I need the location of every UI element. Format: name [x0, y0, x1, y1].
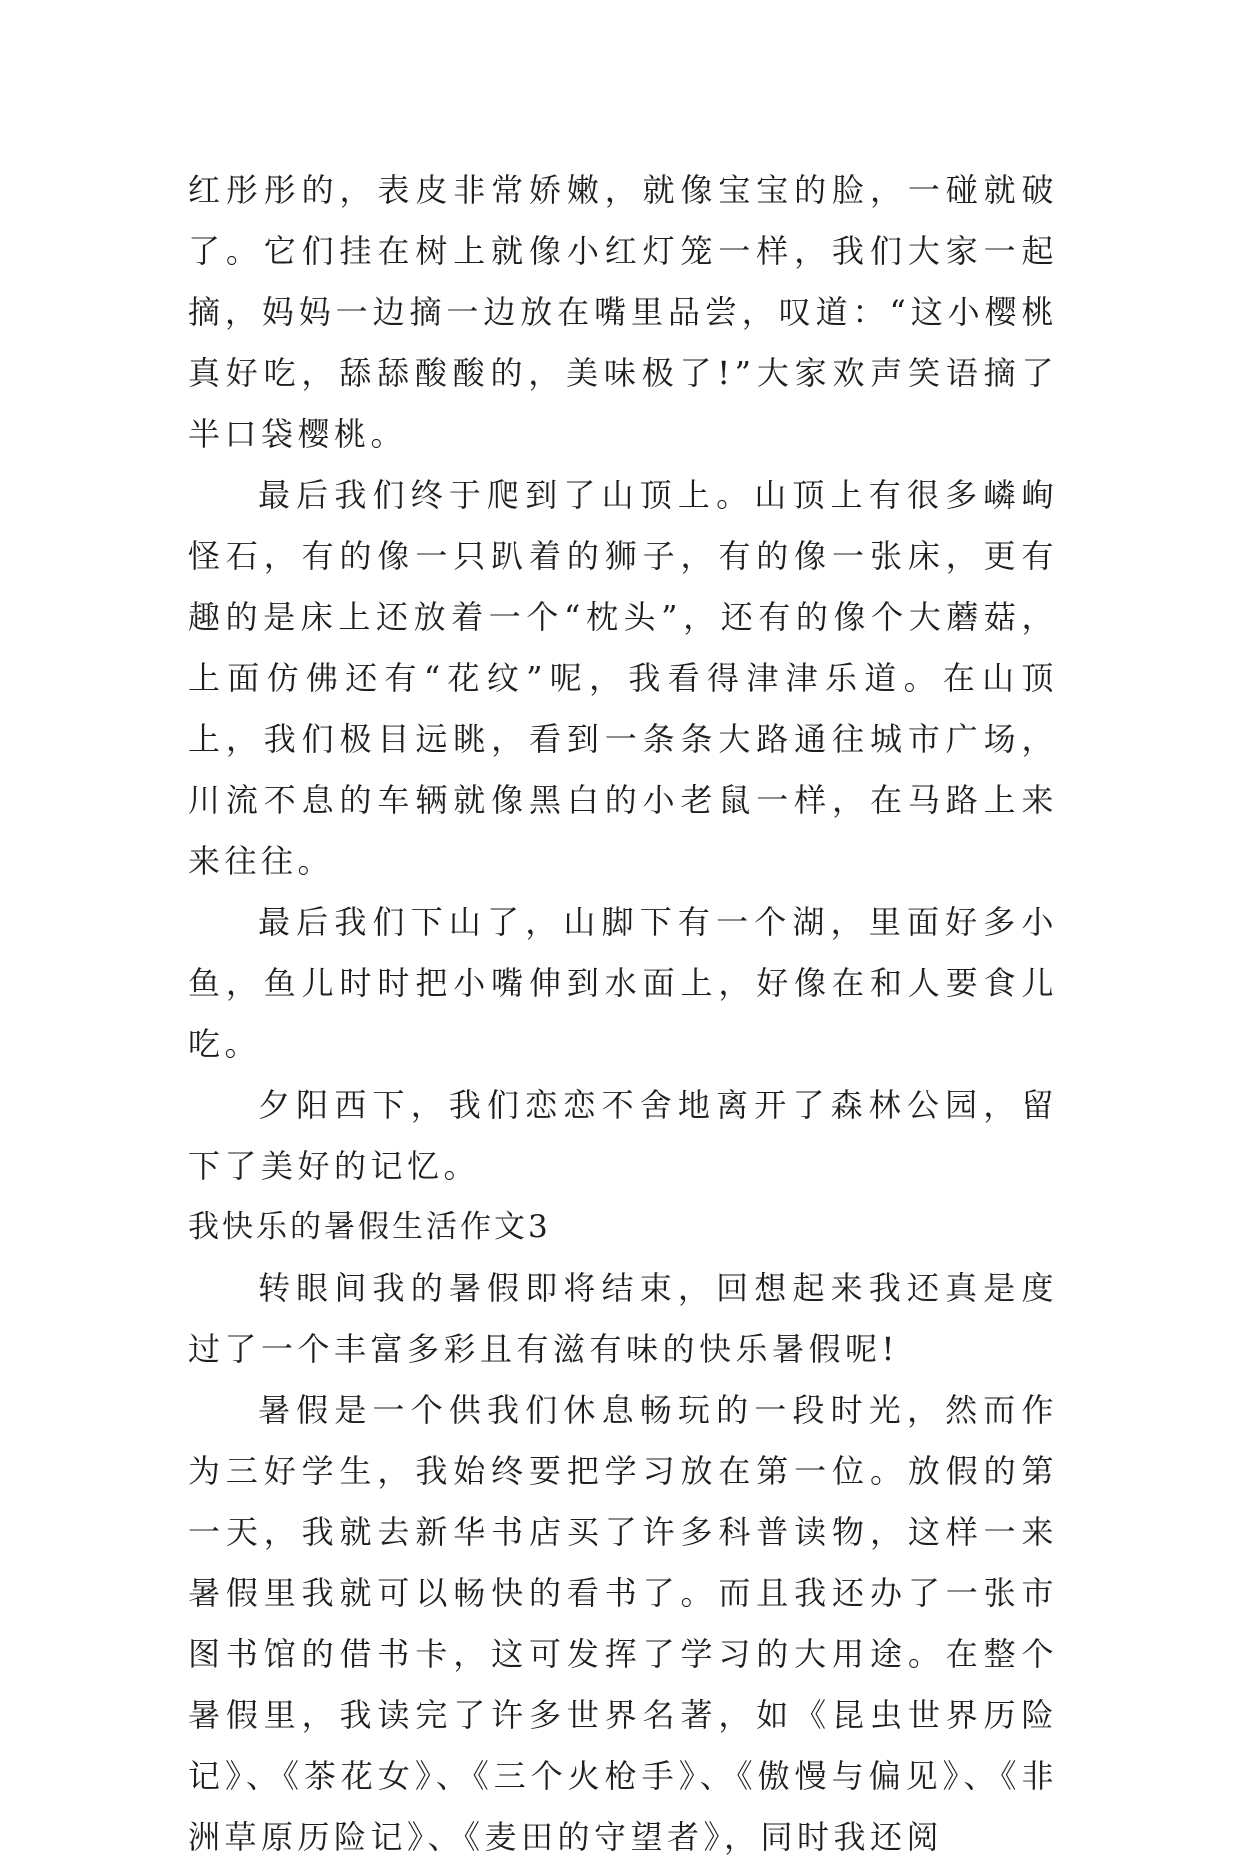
essay-heading: 我快乐的暑假生活作文3 — [188, 1209, 551, 1245]
paragraph-reading: 暑假是一个供我们休息畅玩的一段时光，然而作为三好学生，我始终要把学习放在第一位。放假的第一天，我就去新华书店买了许多科普读物，这样一来暑假里我就可以畅快的看书了。而且我还办了一张市图书馆的借书卡，这可发挥了学习的大用途。在整个暑假里，我读完了许多世界名著，如《昆虫世界历险记》、《茶花女》、《三个火枪手》、《傲慢与偏见》、《非洲草原历险记》、《麦田的守望者》，同时我还阅 — [188, 1391, 1058, 1856]
paragraph-cherry-picking: 红彤彤的，表皮非常娇嫩，就像宝宝的脸，一碰就破了。它们挂在树上就像小红灯笼一样，我们大家一起摘，妈妈一边摘一边放在嘴里品尝，叹道：“这小樱桃真好吃，舔舔酸酸的，美味极了!”大家欢声笑语摘了半口袋樱桃。 — [188, 171, 1058, 453]
paragraph-summer-ending: 转眼间我的暑假即将结束，回想起来我还真是度过了一个丰富多彩且有滋有味的快乐暑假呢! — [188, 1269, 1058, 1368]
document-body — [188, 160, 1058, 1868]
paragraph-sunset: 夕阳西下，我们恋恋不舍地离开了森林公园，留下了美好的记忆。 — [188, 1086, 1058, 1185]
paragraph-mountain-top: 最后我们终于爬到了山顶上。山顶上有很多嶙峋怪石，有的像一只趴着的狮子，有的像一张床，更有趣的是床上还放着一个“枕头”，还有的像个大蘑菇，上面仿佛还有“花纹”呢，我看得津津乐道。在山顶上，我们极目远眺，看到一条条大路通往城市广场，川流不息的车辆就像黑白的小老鼠一样，在马路上来来往往。 — [188, 476, 1058, 880]
paragraph-lake: 最后我们下山了，山脚下有一个湖，里面好多小鱼，鱼儿时时把小嘴伸到水面上，好像在和人要食儿吃。 — [188, 903, 1058, 1063]
